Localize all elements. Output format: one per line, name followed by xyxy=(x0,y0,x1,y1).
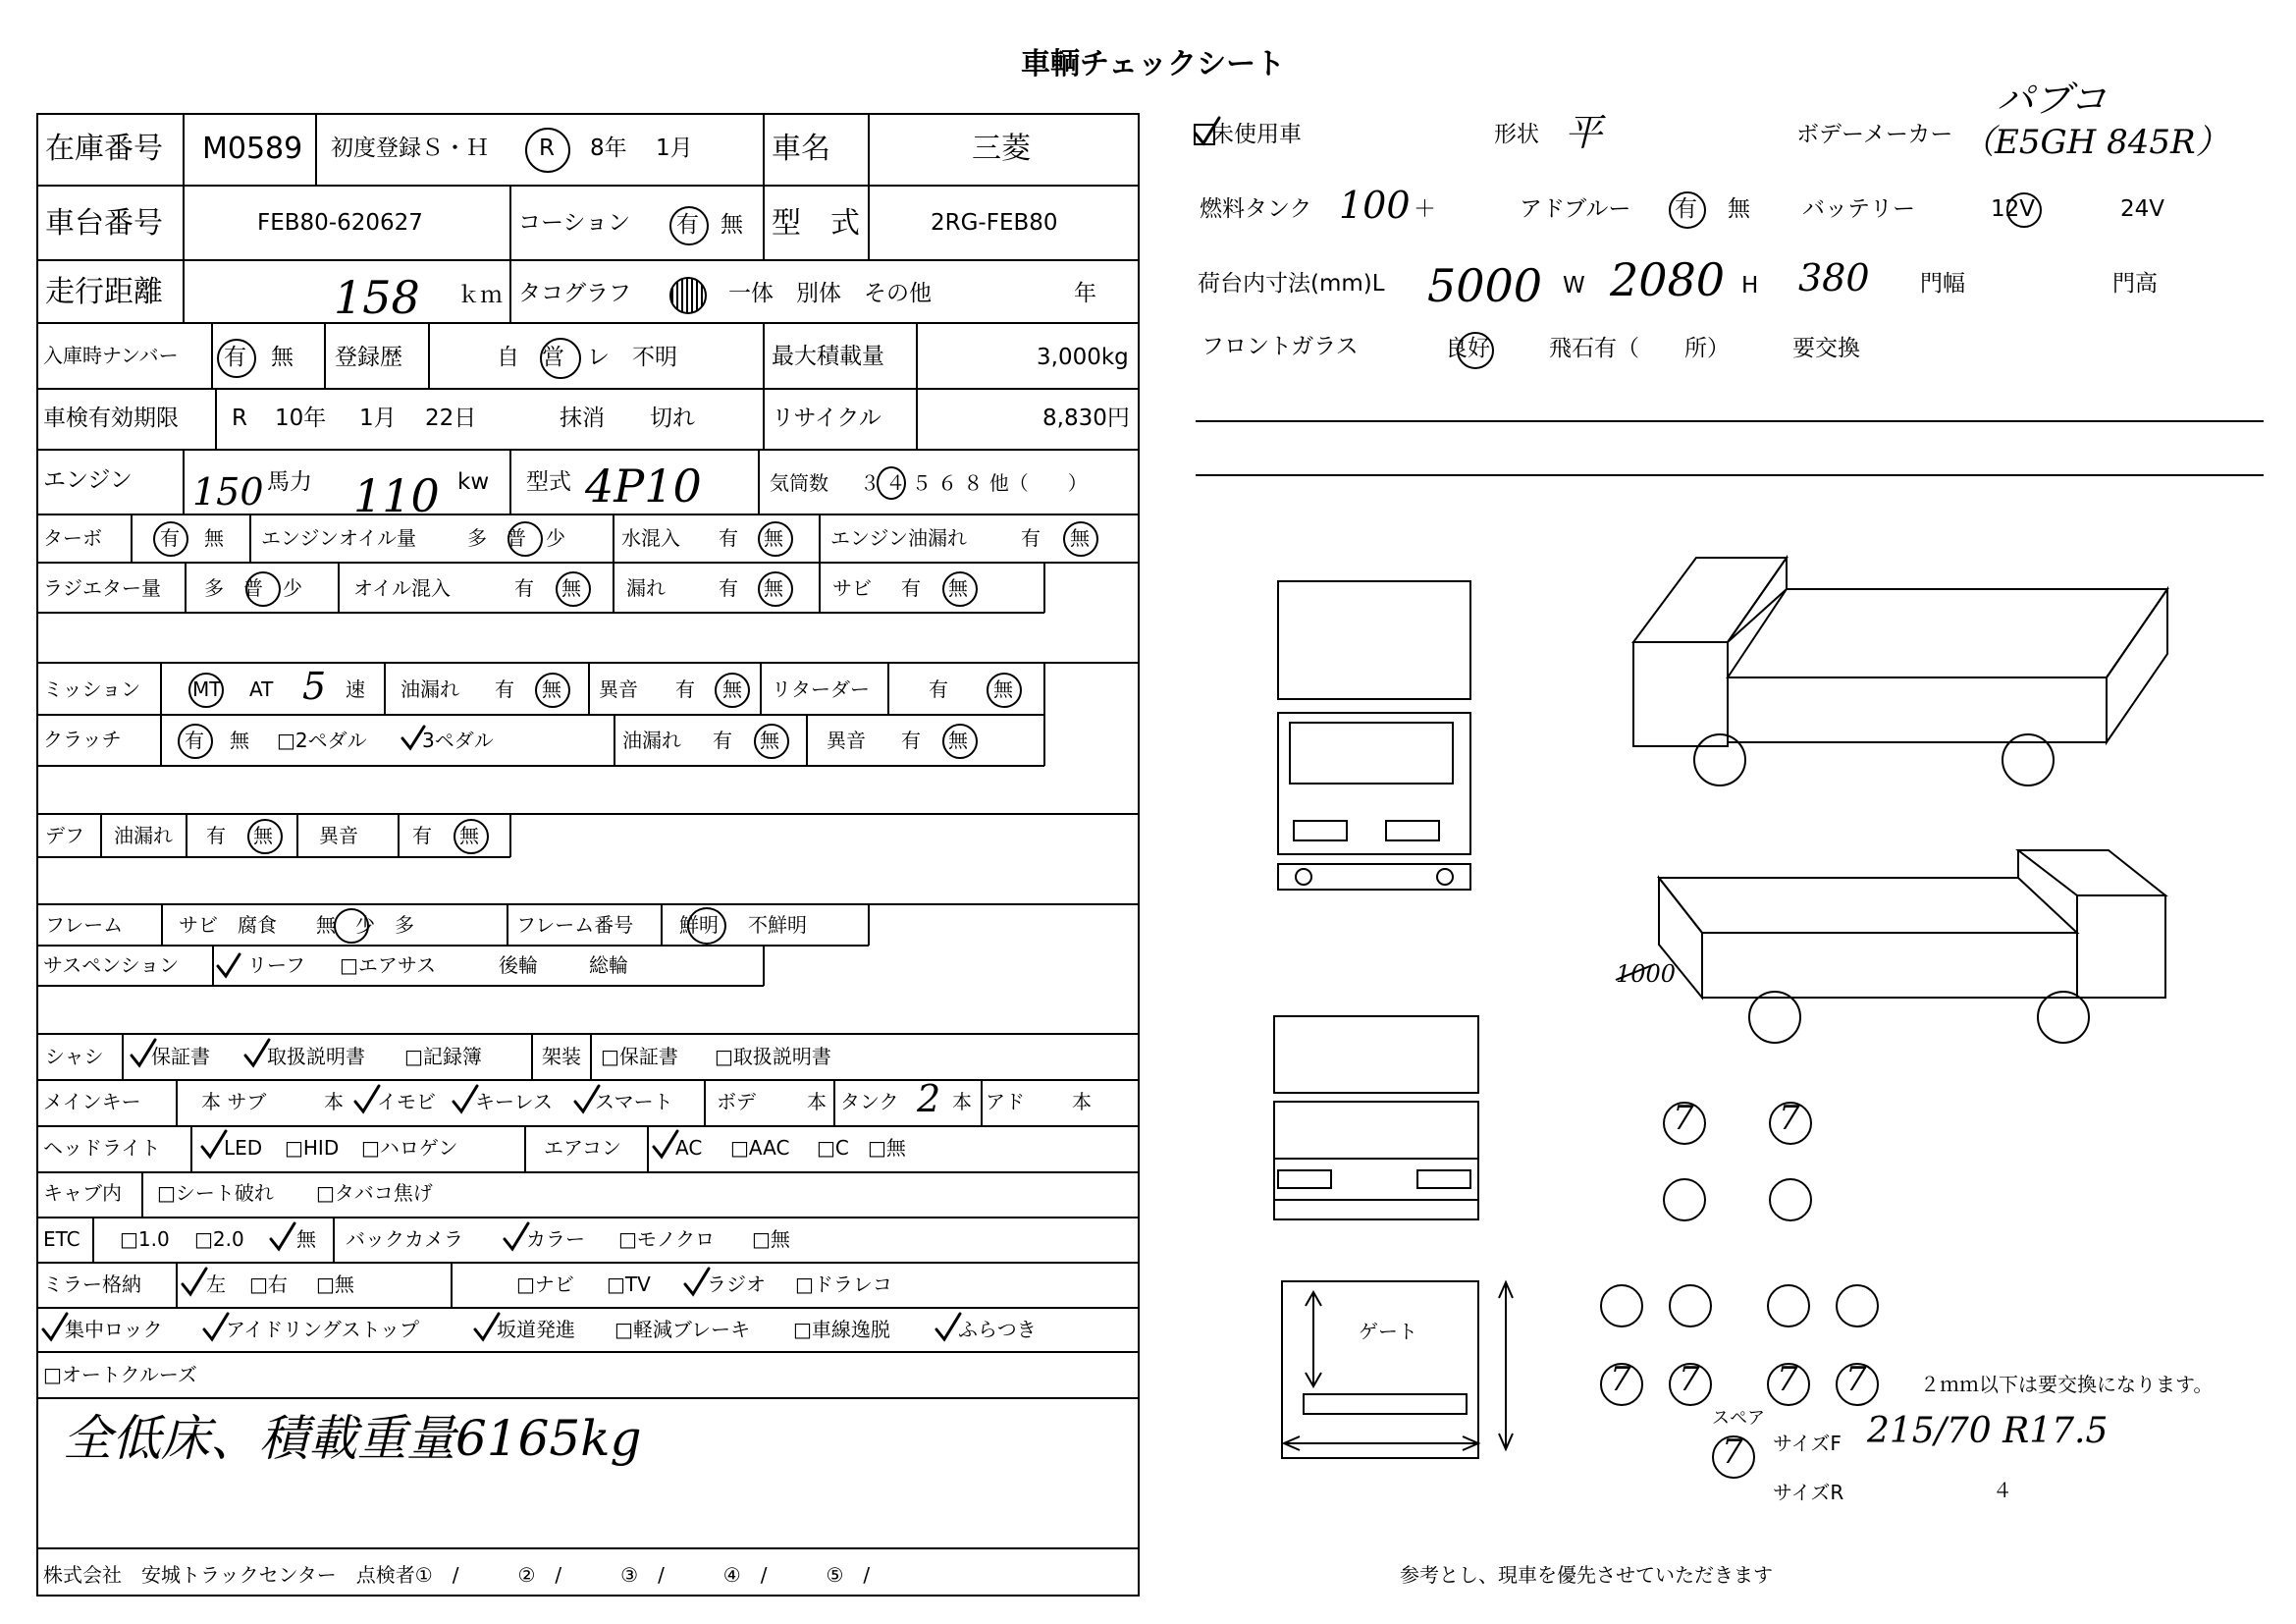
speed-label: 速 xyxy=(346,677,365,701)
size-front-value: 215/70 R17.5 xyxy=(1867,1411,2109,1451)
body-key-label: ボデ xyxy=(717,1090,756,1113)
clutch-yes: 有 xyxy=(185,729,204,752)
ad-key-label: アド xyxy=(986,1090,1025,1113)
lane-option: □車線逸脱 xyxy=(793,1318,890,1341)
mission-oil-leak-label: 油漏れ xyxy=(400,677,459,701)
inspection-era: R xyxy=(232,406,247,431)
aircon-label: エアコン xyxy=(544,1136,621,1160)
first-registration-month: 1月 xyxy=(656,135,693,161)
cylinder-label: 気筒数 xyxy=(770,471,828,495)
model-value: 2RG-FEB80 xyxy=(931,210,1058,236)
battery-24v: 24V xyxy=(2120,196,2165,222)
etc20-option: □2.0 xyxy=(194,1227,244,1251)
suspension-label: サスペンション xyxy=(43,953,180,977)
manual-option: 取扱説明書 xyxy=(267,1045,365,1068)
shape-value: 平 xyxy=(1565,111,1603,154)
hid-option: □HID xyxy=(285,1136,340,1160)
wobble-option: ふらつき xyxy=(958,1318,1037,1341)
engine-model-value: 4P10 xyxy=(585,460,702,513)
immobi-option: イモビ xyxy=(377,1090,436,1113)
oil-amount-options: 多 普 少 xyxy=(467,526,565,550)
leak-yes: 有 xyxy=(719,576,738,600)
mirror-left-option: 左 xyxy=(206,1272,226,1296)
tank-key-label: タンク xyxy=(840,1090,899,1113)
size-front-label: サイズF xyxy=(1773,1432,1842,1455)
mission-noise-no: 無 xyxy=(722,677,742,701)
leak-label: 漏れ xyxy=(626,576,666,600)
rear-wheel-option: 後輪 xyxy=(499,953,538,977)
frame-unclear: 不鮮明 xyxy=(748,913,807,937)
gate-width-label: 門幅 xyxy=(1920,271,1965,297)
cargo-height-label: H xyxy=(1741,273,1759,298)
tire-mark-fl2: 7 xyxy=(1779,1099,1800,1138)
halogen-option: □ハロゲン xyxy=(361,1136,458,1160)
coating-yes: 有 xyxy=(676,212,699,238)
plate-yes: 有 xyxy=(224,345,246,370)
cargo-width-value: 2080 xyxy=(1610,253,1726,306)
turbo-yes: 有 xyxy=(160,526,180,550)
body-key-count: 本 xyxy=(807,1090,827,1113)
adblue-yes: 有 xyxy=(1675,196,1697,222)
turbo-label: ターボ xyxy=(43,526,102,550)
diff-label: デフ xyxy=(45,824,84,847)
tire-mark-r1: 7 xyxy=(1610,1360,1631,1399)
coating-label: コーション xyxy=(518,210,631,236)
model-label: 型 式 xyxy=(772,206,860,241)
body-maker-value: パブコ xyxy=(1997,78,2108,121)
inspection-year: 10年 xyxy=(275,406,327,431)
pedal3-option: 3ペダル xyxy=(422,729,494,752)
inspection-month: 1月 xyxy=(359,406,397,431)
oil-mix-no: 無 xyxy=(561,576,581,600)
chassis-label: シャシ xyxy=(45,1045,104,1068)
backcam-color-option: カラー xyxy=(526,1227,585,1251)
engine-label: エンジン xyxy=(43,467,133,493)
mission-noise-label: 異音 xyxy=(599,677,638,701)
clutch-noise-yes: 有 xyxy=(901,729,921,752)
max-load-value: 3,000kg xyxy=(1037,345,1129,370)
idling-option: アイドリングストップ xyxy=(226,1318,419,1341)
key-count-label: 本 xyxy=(324,1090,344,1113)
inspection-day: 22日 xyxy=(425,406,477,431)
main-key-label: メインキー xyxy=(43,1090,141,1113)
diff-oil-leak-label: 油漏れ xyxy=(114,824,173,847)
backcam-none-option: □無 xyxy=(752,1227,790,1251)
fuel-tank-label: 燃料タンク xyxy=(1200,196,1312,222)
tank-key-count-value: 2 xyxy=(917,1077,941,1120)
coating-no: 無 xyxy=(721,212,743,238)
plate-no: 無 xyxy=(271,345,294,370)
battery-12v: 12V xyxy=(1991,196,2036,222)
keyless-option: キーレス xyxy=(475,1090,553,1113)
reg-history-label: 登録歴 xyxy=(335,345,402,370)
retarder-label: リターダー xyxy=(772,677,870,701)
chassis-no-value: FEB80-620627 xyxy=(257,210,423,236)
aac-option: □AAC xyxy=(730,1136,790,1160)
stock-no-label: 在庫番号 xyxy=(45,132,163,166)
etc-none-option: 無 xyxy=(296,1227,316,1251)
body-warranty-option: □保証書 xyxy=(601,1045,678,1068)
water-mix-yes: 有 xyxy=(719,526,738,550)
main-key-options: 本 サブ xyxy=(201,1090,267,1113)
cargo-length-value: 5000 xyxy=(1427,259,1543,312)
gate-height-label: 門高 xyxy=(2112,271,2158,297)
navi-option: □ナビ xyxy=(516,1272,574,1296)
cargo-width-label: W xyxy=(1563,273,1585,298)
mission-oil-leak-yes: 有 xyxy=(495,677,514,701)
clutch-no: 無 xyxy=(230,729,249,752)
windshield-label: フロントガラス xyxy=(1201,334,1359,359)
backcam-label: バックカメラ xyxy=(346,1227,463,1251)
etc10-option: □1.0 xyxy=(120,1227,170,1251)
headlight-label: ヘッドライト xyxy=(43,1136,161,1160)
aircon-none-option: □無 xyxy=(868,1136,906,1160)
clutch-oil-leak-no: 無 xyxy=(760,729,779,752)
kw-unit: kw xyxy=(457,469,490,495)
engine-leak-label: エンジン油漏れ xyxy=(830,526,967,550)
windshield-good: 良好 xyxy=(1445,336,1490,361)
engine-kw-value: 110 xyxy=(353,469,440,522)
mission-noise-yes: 有 xyxy=(675,677,695,701)
leaf-option: リーフ xyxy=(247,953,305,977)
rust-label: サビ xyxy=(832,576,872,600)
all-wheel-option: 総輪 xyxy=(589,953,628,977)
tire-mark-fl1: 7 xyxy=(1673,1099,1694,1138)
page-title: 車輌チェックシート xyxy=(1021,47,1286,81)
air-option: □エアサス xyxy=(340,953,437,977)
ad-key-count: 本 xyxy=(1072,1090,1092,1113)
backcam-mono-option: □モノクロ xyxy=(618,1227,716,1251)
cab-label: キャブ内 xyxy=(43,1181,122,1205)
car-name-value: 三菱 xyxy=(972,132,1031,166)
car-name-label: 車名 xyxy=(772,132,830,166)
mission-label: ミッション xyxy=(43,677,141,701)
cruise-option: □オートクルーズ xyxy=(43,1363,197,1386)
oil-mix-label: オイル混入 xyxy=(353,576,451,600)
tire-replace-note: ２ｍｍ以下は要交換になります。 xyxy=(1920,1373,2214,1396)
mirror-right-option: □右 xyxy=(249,1272,288,1296)
radiator-options: 多 普 少 xyxy=(204,576,302,600)
tacho-label: タコグラフ xyxy=(518,281,631,306)
retarder-yes: 有 xyxy=(929,677,948,701)
frame-rust-options: サビ 腐食 無 少 多 xyxy=(179,913,414,937)
water-mix-no: 無 xyxy=(764,526,783,550)
leak-no: 無 xyxy=(764,576,783,600)
mirror-label: ミラー格納 xyxy=(43,1272,141,1296)
diff-noise-yes: 有 xyxy=(412,824,432,847)
tire-mark-r2: 7 xyxy=(1679,1360,1700,1399)
plate-label: 入庫時ナンバー xyxy=(43,344,179,367)
diff-oil-leak-no: 無 xyxy=(253,824,273,847)
radio-option: ラジオ xyxy=(707,1272,766,1296)
fuel-tank-value: 100 xyxy=(1339,184,1411,227)
recycle-label: リサイクル xyxy=(772,406,881,431)
windshield-chip: 飛石有（ 所） xyxy=(1549,336,1730,361)
reference-note: 参考とし、現車を優先させていただきます xyxy=(1400,1563,1773,1587)
engine-model-label: 型式 xyxy=(526,469,571,495)
first-registration-era: R xyxy=(539,135,555,161)
tobacco-option: □タバコ焦げ xyxy=(316,1181,433,1205)
adblue-no: 無 xyxy=(1728,196,1750,222)
diff-noise-label: 異音 xyxy=(319,824,358,847)
mirror-none-option: □無 xyxy=(316,1272,354,1296)
gate-label: ゲート xyxy=(1359,1320,1417,1343)
cylinder-options: ３ ４ ５ ６ ８ 他（ ） xyxy=(860,471,1088,495)
central-lock-option: 集中ロック xyxy=(65,1318,163,1341)
dashcam-option: □ドラレコ xyxy=(795,1272,892,1296)
smart-option: スマート xyxy=(595,1090,673,1113)
body-maker-label: ボデーメーカー xyxy=(1796,122,1953,147)
diff-noise-no: 無 xyxy=(459,824,479,847)
mileage-label: 走行距離 xyxy=(45,275,163,309)
ac-option: AC xyxy=(675,1136,703,1160)
record-book-option: □記録簿 xyxy=(404,1045,482,1068)
recycle-value: 8,830円 xyxy=(1042,406,1130,431)
frame-clear: 鮮明 xyxy=(679,913,719,937)
reg-history-options: 自 営 レ 不明 xyxy=(497,345,677,370)
etc-label: ETC xyxy=(43,1227,80,1251)
oil-amount-label: エンジンオイル量 xyxy=(261,526,416,550)
mission-oil-leak-no: 無 xyxy=(542,677,561,701)
engine-ps-value: 150 xyxy=(192,470,264,514)
spare-label: スペア xyxy=(1712,1408,1765,1429)
oil-mix-yes: 有 xyxy=(514,576,534,600)
mileage-unit: ｋｍ xyxy=(457,283,503,308)
tank-key-count: 本 xyxy=(952,1090,972,1113)
first-registration-label: 初度登録Ｓ・Ｈ xyxy=(331,135,489,161)
hill-start-option: 坂道発進 xyxy=(497,1318,575,1341)
tacho-year: 年 xyxy=(1074,281,1096,306)
clutch-noise-label: 異音 xyxy=(827,729,866,752)
adblue-label: アドブルー xyxy=(1520,196,1631,222)
radiator-label: ラジエター量 xyxy=(43,576,161,600)
clutch-oil-leak-yes: 有 xyxy=(713,729,732,752)
rust-yes: 有 xyxy=(901,576,921,600)
stock-no-value: M0589 xyxy=(202,132,303,166)
inspection-label: 車検有効期限 xyxy=(43,406,179,431)
battery-label: バッテリー xyxy=(1802,196,1915,222)
brake-option: □軽減ブレーキ xyxy=(614,1318,751,1341)
size-rear-label: サイズR xyxy=(1773,1481,1844,1504)
led-option: LED xyxy=(224,1136,263,1160)
frame-label: フレーム xyxy=(45,913,124,937)
cargo-height-value: 380 xyxy=(1798,256,1870,299)
c-option: □C xyxy=(817,1136,849,1160)
tire-mark-r3: 7 xyxy=(1777,1360,1798,1399)
cargo-size-label: 荷台内寸法(mm)L xyxy=(1198,271,1385,297)
diff-oil-leak-yes: 有 xyxy=(206,824,226,847)
speed-value: 5 xyxy=(302,665,327,708)
inspector-footer: 株式会社 安城トラックセンター 点検者① / ② / ③ / ④ / ⑤ / xyxy=(43,1563,871,1587)
max-load-label: 最大積載量 xyxy=(772,344,884,369)
shape-label: 形状 xyxy=(1494,122,1539,147)
tacho-options: 一体 別体 その他 xyxy=(728,281,932,306)
size-rear-value: ４ xyxy=(1993,1479,2012,1502)
clutch-noise-no: 無 xyxy=(948,729,968,752)
body-maker-model: （E5GH 845R） xyxy=(1961,123,2229,162)
body-manual-option: □取扱説明書 xyxy=(715,1045,831,1068)
at-option: AT xyxy=(249,677,274,701)
power-label: 馬力 xyxy=(267,469,312,495)
engine-leak-no: 無 xyxy=(1070,526,1090,550)
turbo-no: 無 xyxy=(204,526,224,550)
side-height-value: 1000 xyxy=(1616,960,1677,988)
water-mix-label: 水混入 xyxy=(621,526,680,550)
warranty-option: 保証書 xyxy=(151,1045,210,1068)
windshield-replace: 要交換 xyxy=(1792,336,1860,361)
clutch-label: クラッチ xyxy=(43,728,122,751)
first-registration-year: 8年 xyxy=(590,135,627,161)
tire-mark-spare: 7 xyxy=(1722,1433,1743,1472)
clutch-oil-leak-label: 油漏れ xyxy=(622,729,681,752)
retarder-no: 無 xyxy=(993,677,1013,701)
seat-break-option: □シート破れ xyxy=(157,1181,274,1205)
mt-option: MT xyxy=(192,677,222,701)
pedal2-option: □2ペダル xyxy=(277,729,367,752)
unused-vehicle-option: 未使用車 xyxy=(1211,122,1302,147)
chassis-no-label: 車台番号 xyxy=(45,206,163,241)
frame-no-label: フレーム番号 xyxy=(516,913,634,937)
tire-mark-r4: 7 xyxy=(1845,1360,1867,1399)
rust-no: 無 xyxy=(948,576,968,600)
body-label: 架装 xyxy=(542,1045,581,1068)
tv-option: □TV xyxy=(607,1272,651,1296)
engine-leak-yes: 有 xyxy=(1021,526,1041,550)
fuel-plus: ＋ xyxy=(1414,196,1436,222)
handwritten-note: 全低床、積載重量6165kg xyxy=(63,1410,642,1467)
inspection-options: 抹消 切れ xyxy=(560,406,695,431)
mileage-value: 158 xyxy=(334,271,420,324)
